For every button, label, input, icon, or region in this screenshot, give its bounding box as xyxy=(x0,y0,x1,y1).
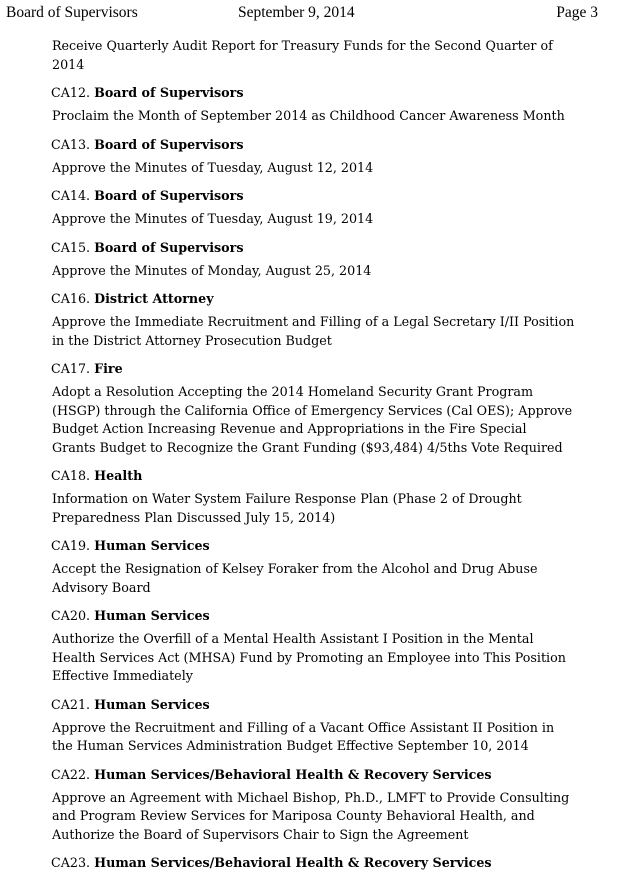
desc-line: Approve the Minutes of Tuesday, August 19, 2014 xyxy=(52,211,374,226)
item-spacer xyxy=(52,527,608,537)
desc-line: Approve the Immediate Recruitment and Filling of a Legal Secretary I/II Position xyxy=(52,314,575,329)
desc-line: Effective Immediately xyxy=(52,668,193,683)
intro-description xyxy=(52,37,608,74)
agenda-item-department: Board of Supervisors xyxy=(94,239,244,255)
agenda-item-description xyxy=(52,383,608,457)
agenda-item-department: Fire xyxy=(94,361,123,376)
agenda-item-heading xyxy=(51,187,608,205)
desc-line: Approve the Minutes of Tuesday, August 12, 2014 xyxy=(52,159,374,175)
agenda-item-department: Human Services/Behavioral Health & Recovery Services xyxy=(94,855,492,870)
agenda-item-heading xyxy=(51,696,608,714)
item-spacer xyxy=(52,229,608,239)
desc-line: Grants Budget to Recognize the Grant Funding ($93,484) 4/5ths Vote Required xyxy=(52,439,563,455)
agenda-item-description xyxy=(52,313,608,350)
agenda-item-department: Human Services xyxy=(94,608,210,623)
agenda-item-description xyxy=(52,719,608,756)
agenda-item-number: CA22. xyxy=(51,766,91,782)
page-header xyxy=(0,4,620,24)
desc-line: Receive Quarterly Audit Report for Treasury Funds for the Second Quarter of xyxy=(52,38,553,53)
desc-line: Budget Action Increasing Revenue and Appropriations in the Fire Special xyxy=(52,421,527,436)
agenda-item-department: Board of Supervisors xyxy=(94,188,244,203)
item-spacer xyxy=(52,756,608,766)
agenda-item-heading xyxy=(51,537,608,555)
agenda-item-number: CA13. xyxy=(51,136,91,152)
desc-line: Authorize the Board of Supervisors Chair to Sign the Agreement xyxy=(52,826,469,842)
agenda-item-description xyxy=(52,789,608,845)
desc-line: Information on Water System Failure Response Plan (Phase 2 of Drought xyxy=(52,491,522,506)
agenda-item-number: CA21. xyxy=(51,696,91,712)
item-spacer xyxy=(52,280,608,290)
desc-line: Health Services Act (MHSA) Fund by Promoting an Employee into This Position xyxy=(52,649,566,665)
agenda-item-number: CA16. xyxy=(51,291,91,306)
agenda-item-number: CA15. xyxy=(51,239,91,255)
desc-line: (HSGP) through the California Office of Emergency Services (Cal OES); Approve xyxy=(52,402,573,418)
agenda-item-description xyxy=(52,107,608,126)
agenda-item-heading xyxy=(51,290,608,308)
desc-line: Accept the Resignation of Kelsey Foraker from the Alcohol and Drug Abuse xyxy=(52,561,538,576)
agenda-item-department: Human Services xyxy=(94,538,210,553)
agenda-item-number: CA19. xyxy=(51,538,91,553)
agenda-item-description xyxy=(52,630,608,686)
agenda-item-heading xyxy=(51,360,608,378)
agenda-item-number: CA14. xyxy=(51,188,91,203)
desc-line: Approve an Agreement with Michael Bishop, Ph.D., LMFT to Provide Consulting xyxy=(52,789,570,805)
agenda-item-description xyxy=(52,560,608,597)
item-spacer xyxy=(52,597,608,607)
desc-line: and Program Review Services for Mariposa County Behavioral Health, and xyxy=(52,808,535,823)
desc-line: Proclaim the Month of September 2014 as Childhood Cancer Awareness Month xyxy=(52,108,565,123)
agenda-item-heading xyxy=(51,607,608,625)
agenda-item-department: District Attorney xyxy=(94,291,214,306)
agenda-item-list xyxy=(52,74,608,872)
item-spacer xyxy=(52,177,608,187)
agenda-item-number: CA12. xyxy=(51,85,91,100)
header-page-number: Page 3 xyxy=(556,4,598,21)
item-spacer xyxy=(52,844,608,854)
desc-line: Adopt a Resolution Accepting the 2014 Homeland Security Grant Program xyxy=(52,384,534,399)
agenda-item-description xyxy=(52,262,608,281)
agenda-item-heading xyxy=(51,136,608,154)
desc-line: 2014 xyxy=(52,56,85,72)
desc-line: Advisory Board xyxy=(52,579,151,595)
item-spacer xyxy=(52,457,608,467)
item-spacer xyxy=(52,350,608,360)
agenda-item-heading xyxy=(51,467,608,485)
agenda-item-number: CA20. xyxy=(51,608,91,623)
item-spacer xyxy=(52,126,608,136)
agenda-item-description xyxy=(52,159,608,178)
agenda-item-number: CA18. xyxy=(51,468,91,483)
agenda-item-number: CA17. xyxy=(51,361,91,376)
agenda-item-department: Board of Supervisors xyxy=(94,85,244,100)
agenda-item-department: Human Services/Behavioral Health & Recovery Services xyxy=(94,766,492,782)
agenda-item-department: Health xyxy=(94,468,143,483)
desc-line: Approve the Recruitment and Filling of a Vacant Office Assistant II Position in xyxy=(52,719,555,735)
agenda-item-number: CA23. xyxy=(51,855,91,870)
agenda-content xyxy=(52,37,608,872)
agenda-item-heading xyxy=(51,84,608,102)
desc-line: Approve the Minutes of Monday, August 25, 2014 xyxy=(52,262,372,278)
agenda-item-heading xyxy=(51,239,608,257)
desc-line: in the District Attorney Prosecution Budget xyxy=(52,332,332,348)
agenda-item-description xyxy=(52,490,608,527)
agenda-item-department: Human Services xyxy=(94,696,210,712)
agenda-item-heading xyxy=(51,766,608,784)
desc-line: the Human Services Administration Budget Effective September 10, 2014 xyxy=(52,738,529,753)
header-meeting-date: September 9, 2014 xyxy=(238,4,355,21)
agenda-item-description xyxy=(52,210,608,229)
item-spacer xyxy=(52,74,608,84)
item-spacer xyxy=(52,686,608,696)
agenda-item-department: Board of Supervisors xyxy=(94,136,244,152)
desc-line: Authorize the Overfill of a Mental Health Assistant I Position in the Mental xyxy=(52,631,534,646)
header-board-name: Board of Supervisors xyxy=(6,4,138,21)
desc-line: Preparedness Plan Discussed July 15, 2014) xyxy=(52,509,336,525)
